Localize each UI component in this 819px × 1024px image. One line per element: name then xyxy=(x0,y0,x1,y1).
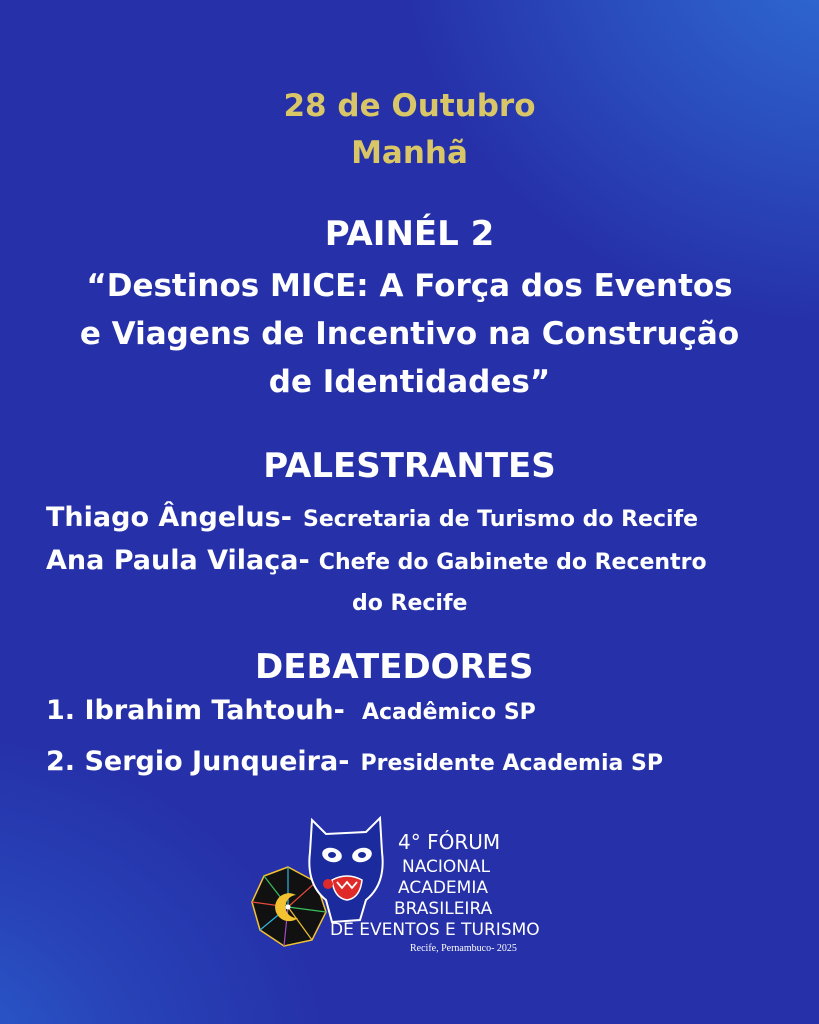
debater-name: 2. Sergio Junqueira- xyxy=(46,746,350,777)
debaters-heading: DEBATEDORES xyxy=(255,647,534,687)
event-date: 28 de Outubro xyxy=(283,88,536,124)
speaker-row-1 xyxy=(46,500,698,538)
debater-role: Presidente Academia SP xyxy=(360,751,663,776)
event-session: Manhã xyxy=(351,135,468,171)
logo-line1: 4° FÓRUM xyxy=(398,830,501,854)
debater-row-1 xyxy=(46,693,536,731)
speaker-role: Chefe do Gabinete do Recentro xyxy=(318,550,707,575)
speaker-role-continued: do Recife xyxy=(352,591,468,616)
speaker-name: Ana Paula Vilaça- xyxy=(46,545,310,576)
speaker-role: Secretaria de Turismo do Recife xyxy=(303,507,699,532)
panel-title-line2: e Viagens de Incentivo na Construção xyxy=(79,316,740,352)
panel-title-line1: “Destinos MICE: A Força dos Eventos xyxy=(86,268,733,304)
debater-row-2 xyxy=(46,744,663,782)
logo-tagline: Recife, Pernambuco- 2025 xyxy=(410,943,517,954)
forum-logo xyxy=(248,812,568,962)
logo-line4: BRASILEIRA xyxy=(394,899,493,919)
speaker-row-2 xyxy=(46,543,707,581)
logo-line5: DE EVENTOS E TURISMO xyxy=(330,920,540,940)
speakers-heading: PALESTRANTES xyxy=(263,446,556,486)
panel-label: PAINÉL 2 xyxy=(324,214,495,254)
speaker-name: Thiago Ângelus- xyxy=(46,502,292,533)
panel-title-line3: de Identidades” xyxy=(268,364,551,400)
logo-line3: ACADEMIA xyxy=(398,878,488,898)
debater-name: 1. Ibrahim Tahtouh- xyxy=(46,695,345,726)
debater-role: Acadêmico SP xyxy=(361,700,536,725)
logo-line2: NACIONAL xyxy=(402,857,491,877)
